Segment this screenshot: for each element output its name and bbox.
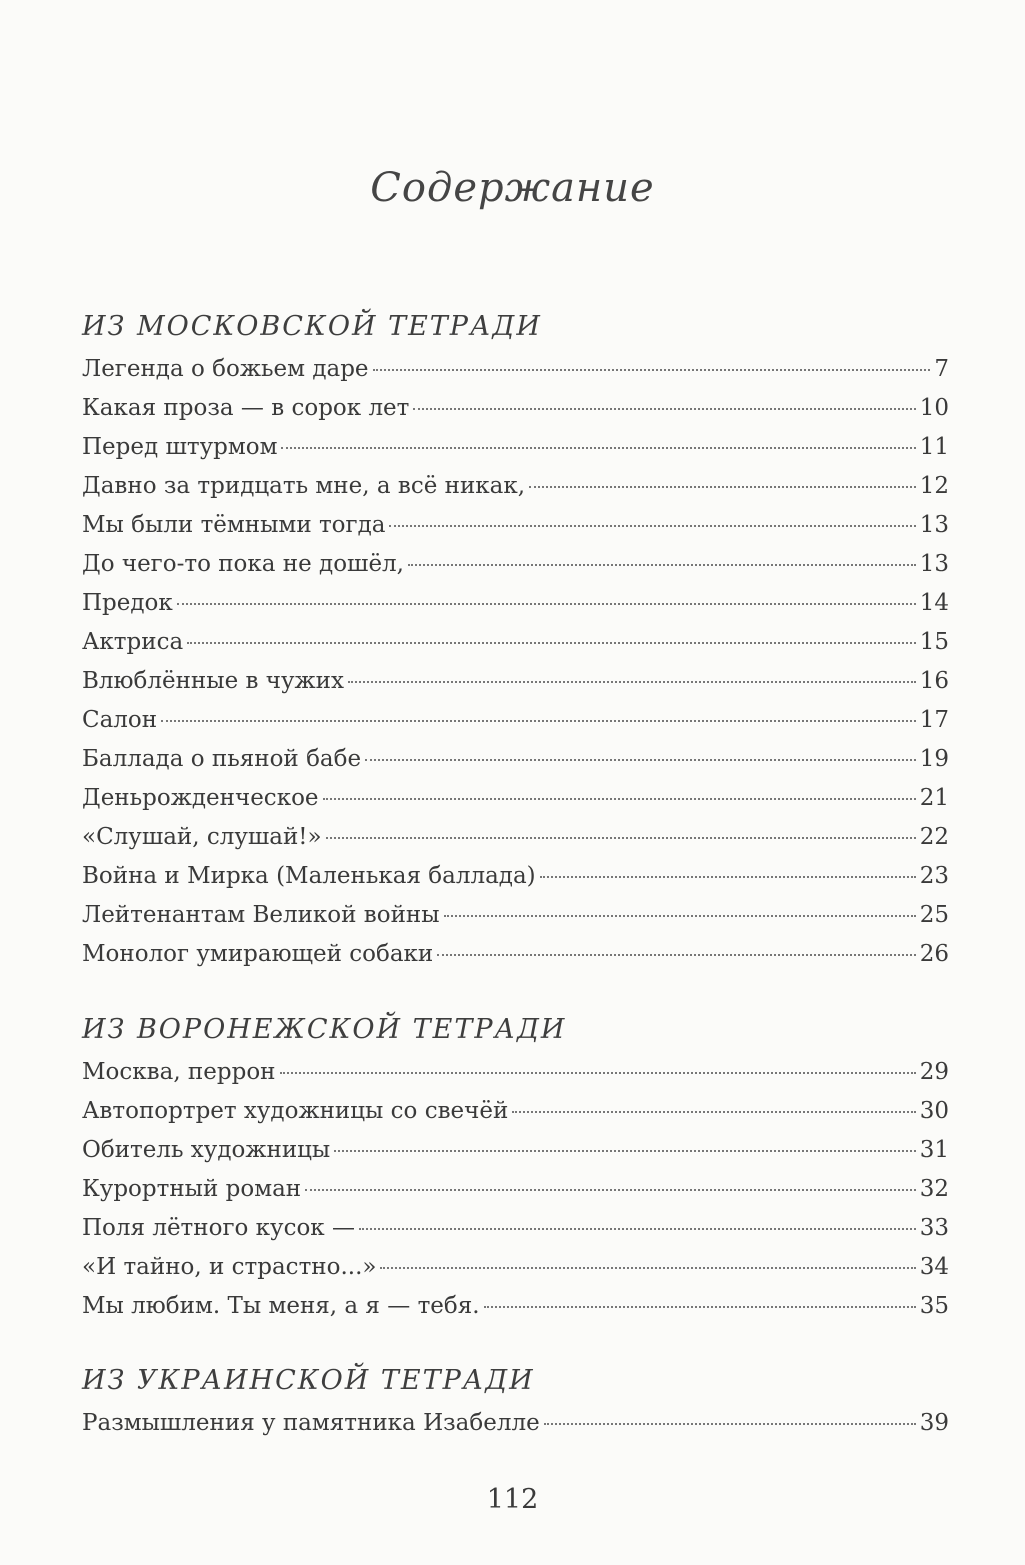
dot-leader bbox=[348, 681, 916, 683]
entry-page: 19 bbox=[919, 746, 949, 772]
entry-title: Мы были тёмными тогда bbox=[82, 512, 386, 538]
entry-title: Курортный роман bbox=[82, 1176, 302, 1202]
toc-entry bbox=[82, 779, 949, 818]
dot-leader bbox=[512, 1111, 915, 1113]
toc-entry bbox=[82, 1131, 949, 1170]
toc-entry bbox=[82, 428, 949, 467]
entry-title: Лейтенантам Великой войны bbox=[82, 902, 440, 928]
toc-section-ukraine bbox=[82, 1362, 949, 1443]
toc-entry bbox=[82, 350, 949, 389]
toc-entry bbox=[82, 662, 949, 701]
entry-page: 33 bbox=[919, 1215, 949, 1241]
toc-entry bbox=[82, 1404, 949, 1443]
entry-page: 31 bbox=[919, 1137, 949, 1163]
dot-leader bbox=[177, 603, 916, 605]
entry-page: 16 bbox=[919, 668, 949, 694]
entry-page: 26 bbox=[919, 941, 949, 967]
dot-leader bbox=[161, 720, 916, 722]
entry-page: 10 bbox=[919, 395, 949, 421]
toc-entry bbox=[82, 1209, 949, 1248]
toc-entry bbox=[82, 1053, 949, 1092]
section-heading: ИЗ ВОРОНЕЖСКОЙ ТЕТРАДИ bbox=[82, 1014, 567, 1045]
toc-entry bbox=[82, 935, 949, 974]
dot-leader bbox=[365, 759, 916, 761]
toc-entry bbox=[82, 857, 949, 896]
entry-title: Давно за тридцать мне, а всё никак, bbox=[82, 473, 526, 499]
entry-page: 15 bbox=[919, 629, 949, 655]
entry-title: «Слушай, слушай!» bbox=[82, 824, 322, 850]
entry-page: 30 bbox=[919, 1098, 949, 1124]
toc-entry bbox=[82, 1248, 949, 1287]
page-title: Содержание bbox=[370, 165, 655, 211]
entry-page: 23 bbox=[919, 863, 949, 889]
entry-title: Предок bbox=[82, 590, 173, 616]
entry-title: «И тайно, и страстно...» bbox=[82, 1254, 377, 1280]
toc-entry bbox=[82, 506, 949, 545]
entry-title: Автопортрет художницы со свечёй bbox=[82, 1098, 509, 1124]
toc-entry bbox=[82, 1170, 949, 1209]
entry-title: Деньрожденческое bbox=[82, 785, 319, 811]
entry-title: Какая проза — в сорок лет bbox=[82, 395, 410, 421]
entry-title: Актриса bbox=[82, 629, 184, 655]
entry-page: 13 bbox=[919, 551, 949, 577]
toc-entry bbox=[82, 1092, 949, 1131]
page-number: 112 bbox=[486, 1484, 539, 1515]
entry-title: Война и Мирка (Маленькая баллада) bbox=[82, 863, 536, 889]
dot-leader bbox=[380, 1267, 915, 1269]
section-heading: ИЗ МОСКОВСКОЙ ТЕТРАДИ bbox=[82, 311, 542, 342]
entry-title: Баллада о пьяной бабе bbox=[82, 746, 362, 772]
entry-page: 25 bbox=[919, 902, 949, 928]
dot-leader bbox=[359, 1228, 916, 1230]
entry-page: 39 bbox=[919, 1410, 949, 1436]
dot-leader bbox=[444, 915, 916, 917]
entry-page: 34 bbox=[919, 1254, 949, 1280]
toc-entry bbox=[82, 389, 949, 428]
dot-leader bbox=[437, 954, 915, 956]
toc-entry bbox=[82, 701, 949, 740]
toc-entry bbox=[82, 545, 949, 584]
toc-entry bbox=[82, 740, 949, 779]
section-heading: ИЗ УКРАИНСКОЙ ТЕТРАДИ bbox=[82, 1365, 535, 1396]
entry-page: 21 bbox=[919, 785, 949, 811]
toc-entry bbox=[82, 623, 949, 662]
dot-leader bbox=[544, 1423, 916, 1425]
entry-page: 32 bbox=[919, 1176, 949, 1202]
dot-leader bbox=[540, 876, 916, 878]
toc-entry bbox=[82, 1287, 949, 1326]
toc-entry bbox=[82, 818, 949, 857]
dot-leader bbox=[305, 1189, 916, 1191]
toc-section-moscow bbox=[82, 308, 949, 974]
entry-page: 17 bbox=[919, 707, 949, 733]
dot-leader bbox=[280, 1072, 916, 1074]
entry-title: Мы любим. Ты меня, а я — тебя. bbox=[82, 1293, 480, 1319]
dot-leader bbox=[334, 1150, 915, 1152]
dot-leader bbox=[326, 837, 916, 839]
entry-title: Влюблённые в чужих bbox=[82, 668, 344, 694]
entry-title: Москва, перрон bbox=[82, 1059, 276, 1085]
entry-page: 12 bbox=[919, 473, 949, 499]
entry-title: Размышления у памятника Изабелле bbox=[82, 1410, 540, 1436]
toc-section-voronezh bbox=[82, 1011, 949, 1326]
entry-page: 29 bbox=[919, 1059, 949, 1085]
entry-page: 22 bbox=[919, 824, 949, 850]
entry-page: 7 bbox=[934, 356, 949, 382]
entry-title: Обитель художницы bbox=[82, 1137, 331, 1163]
toc-entry bbox=[82, 584, 949, 623]
entry-title: До чего-то пока не дошёл, bbox=[82, 551, 404, 577]
entry-title: Монолог умирающей собаки bbox=[82, 941, 434, 967]
dot-leader bbox=[389, 525, 915, 527]
entry-title: Салон bbox=[82, 707, 158, 733]
dot-leader bbox=[408, 564, 916, 566]
dot-leader bbox=[373, 369, 931, 371]
dot-leader bbox=[281, 447, 915, 449]
dot-leader bbox=[323, 798, 916, 800]
dot-leader bbox=[529, 486, 916, 488]
entry-page: 11 bbox=[919, 434, 949, 460]
dot-leader bbox=[484, 1306, 916, 1308]
dot-leader bbox=[413, 408, 915, 410]
toc-entry bbox=[82, 467, 949, 506]
entry-page: 13 bbox=[919, 512, 949, 538]
dot-leader bbox=[187, 642, 916, 644]
entry-title: Легенда о божьем даре bbox=[82, 356, 369, 382]
entry-page: 35 bbox=[919, 1293, 949, 1319]
entry-page: 14 bbox=[919, 590, 949, 616]
entry-title: Перед штурмом bbox=[82, 434, 278, 460]
entry-title: Поля лётного кусок — bbox=[82, 1215, 355, 1241]
toc-entry bbox=[82, 896, 949, 935]
